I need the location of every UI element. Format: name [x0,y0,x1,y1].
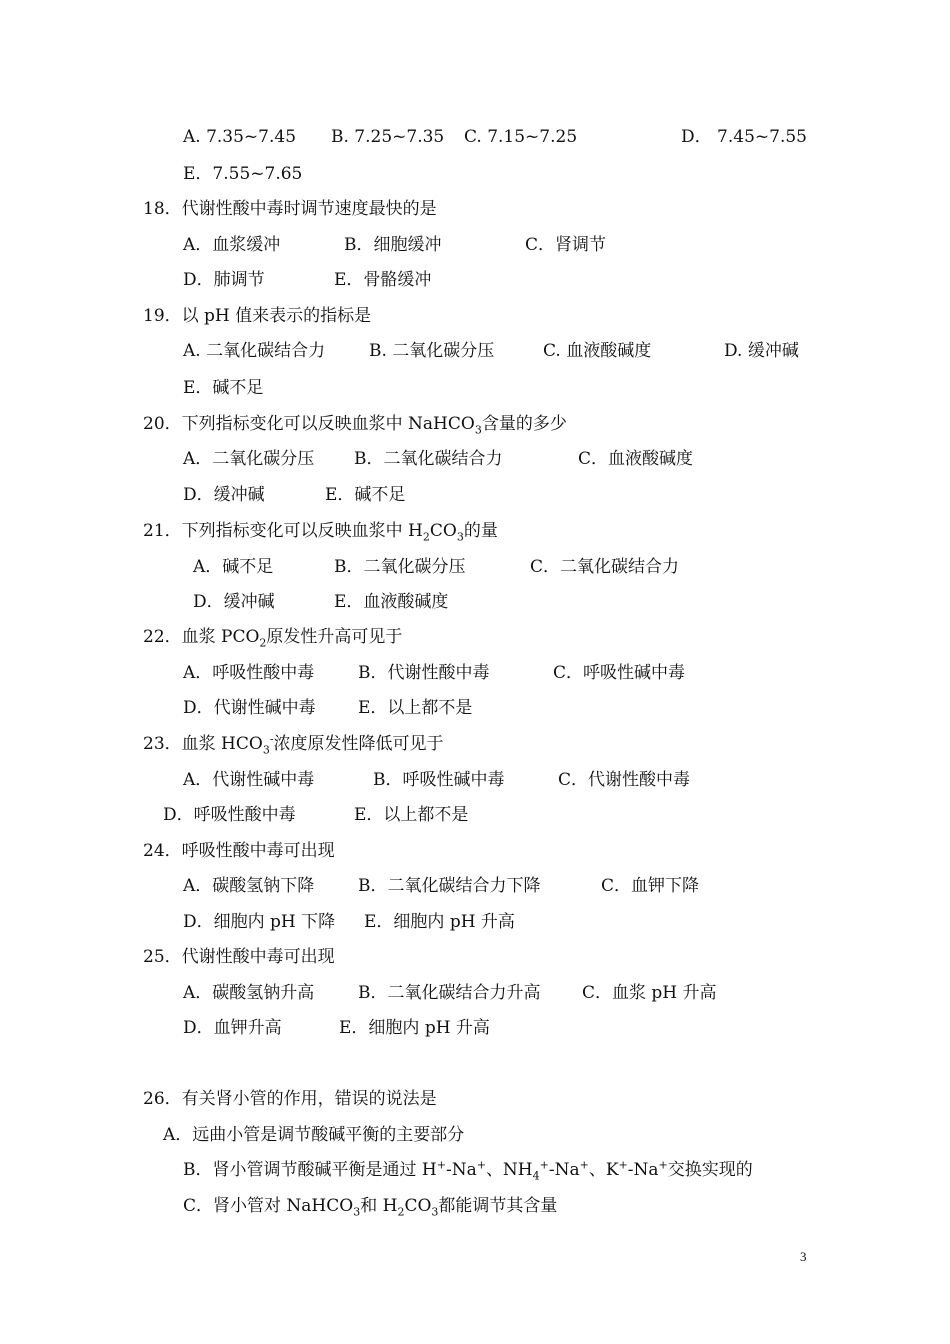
q21-stem: 21．下列指标变化可以反映血浆中 $H_2CO_3$的量 [143,521,498,544]
q23-option-b: B．呼吸性碱中毒 [373,770,505,790]
q23-option-a: A．代谢性碱中毒 [183,770,315,790]
q24-option-c: C．血钾下降 [601,876,700,896]
q17-option-a: A. 7.35~7.45 [183,127,297,147]
q22-option-d: D．代谢性碱中毒 [183,698,316,718]
q22-option-e: E．以上都不是 [358,698,473,718]
q23-option-e: E．以上都不是 [354,805,469,825]
q21-option-e: E．血液酸碱度 [334,592,449,612]
q22-option-a: A．呼吸性酸中毒 [183,663,315,683]
q18-option-b: B．细胞缓冲 [344,235,442,255]
q23-stem: 23．血浆 $HCO_3^-$浓度原发性降低可见于 [143,732,444,757]
q20-option-a: A．二氧化碳分压 [183,449,315,469]
q26-option-a: A．远曲小管是调节酸碱平衡的主要部分 [163,1125,465,1145]
q22-option-b: B．代谢性酸中毒 [358,663,490,683]
q20-option-b: B．二氧化碳结合力 [354,449,503,469]
q17-option-d: D． 7.45~7.55 [681,127,807,147]
q21-option-c: C．二氧化碳结合力 [530,557,680,577]
q20-option-d: D．缓冲碱 [183,485,265,505]
q25-option-e: E．细胞内 pH 升高 [339,1018,490,1038]
q18-stem: 18．代谢性酸中毒时调节速度最快的是 [143,199,437,219]
q25-option-a: A．碳酸氢钠升高 [183,983,315,1003]
q24-option-b: B．二氧化碳结合力下降 [358,876,541,896]
q19-option-a: A. 二氧化碳结合力 [183,341,326,361]
q23-option-c: C．代谢性酸中毒 [558,770,691,790]
q21-option-d: D．缓冲碱 [193,592,275,612]
q20-stem: 20．下列指标变化可以反映血浆中 NaHCO$_3$含量的多少 [143,414,567,437]
q26-stem: 26．有关肾小管的作用，错误的说法是 [143,1089,437,1109]
q26-option-c: C．肾小管对 NaHCO$_3$和 $H_2CO_3$都能调节其含量 [183,1196,558,1219]
q20-option-c: C．血液酸碱度 [578,449,694,469]
q19-stem: 19．以 pH 值来表示的指标是 [143,306,372,326]
q19-option-d: D. 缓冲碱 [724,341,799,361]
q25-stem: 25．代谢性酸中毒可出现 [143,947,335,967]
q21-option-b: B．二氧化碳分压 [334,557,466,577]
q18-option-e: E．骨骼缓冲 [334,270,432,290]
q17-option-c: C. 7.15~7.25 [464,127,578,147]
q23-option-d: D．呼吸性酸中毒 [163,805,296,825]
q25-option-c: C．血浆 pH 升高 [582,983,717,1003]
q20-option-e: E．碱不足 [325,485,406,505]
q22-stem: 22．血浆 $PCO_2$原发性升高可见于 [143,627,403,650]
q18-option-a: A．血浆缓冲 [183,235,281,255]
q24-option-d: D．细胞内 pH 下降 [183,912,336,932]
q19-option-b: B. 二氧化碳分压 [369,341,495,361]
q18-option-d: D．肺调节 [183,270,265,290]
page-number: 3 [800,1249,807,1264]
q19-option-e: E．碱不足 [183,378,264,398]
q18-option-c: C．肾调节 [525,235,607,255]
q24-option-e: E．细胞内 pH 升高 [364,912,515,932]
q17-option-e: E．7.55~7.65 [183,164,303,184]
q25-option-d: D．血钾升高 [183,1018,282,1038]
q25-option-b: B．二氧化碳结合力升高 [358,983,541,1003]
q19-option-c: C. 血液酸碱度 [543,341,652,361]
q22-option-c: C．呼吸性碱中毒 [553,663,686,683]
q24-stem: 24．呼吸性酸中毒可出现 [143,841,335,861]
q21-option-a: A．碱不足 [193,557,274,577]
q17-option-b: B. 7.25~7.35 [331,127,445,147]
q24-option-a: A．碳酸氢钠下降 [183,876,315,896]
q26-option-b: B．肾小管调节酸碱平衡是通过 H+-Na+、$NH_4^+-Na^+$、K+-Na+交换实现的 [183,1158,753,1183]
